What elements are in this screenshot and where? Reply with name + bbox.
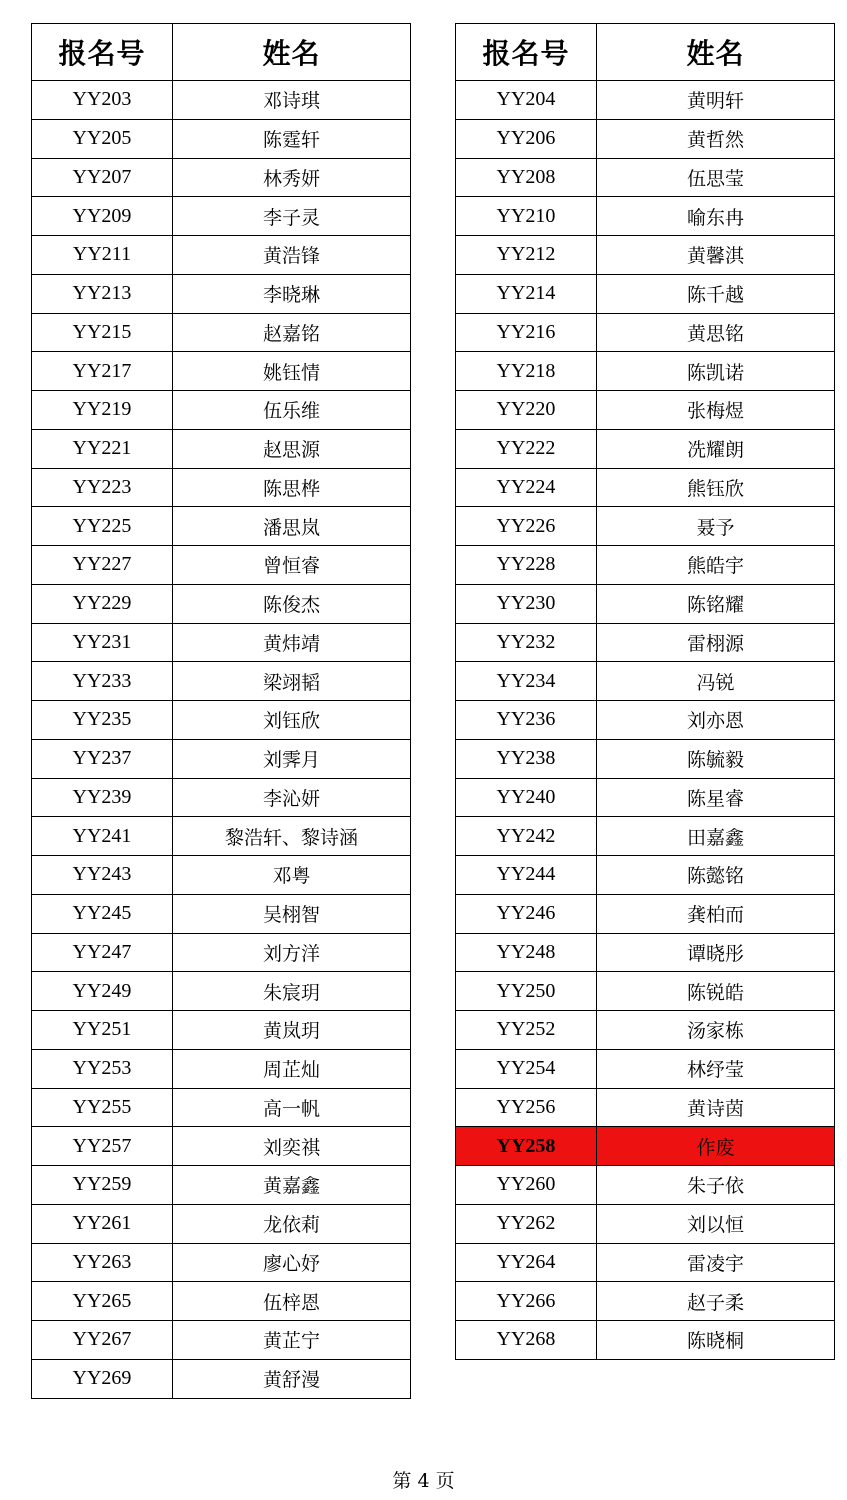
name-cell: 喻东冉	[597, 197, 835, 236]
page-number: 第 4 页	[392, 1470, 455, 1492]
table-row	[32, 1127, 411, 1166]
registration-number-cell: YY219	[32, 391, 173, 430]
registration-number-cell: YY248	[456, 933, 597, 972]
table-row	[456, 623, 835, 662]
table-row	[456, 1243, 835, 1282]
registration-number-cell: YY262	[456, 1204, 597, 1243]
name-cell: 梁翊韬	[173, 662, 411, 701]
table-row	[456, 119, 835, 158]
table-row	[456, 429, 835, 468]
name-cell: 邓粤	[173, 856, 411, 895]
table-row	[456, 1321, 835, 1360]
name-cell: 黄岚玥	[173, 1011, 411, 1050]
name-cell: 陈凯诺	[597, 352, 835, 391]
registration-number-cell: YY216	[456, 313, 597, 352]
table-row	[456, 546, 835, 585]
registration-number-cell: YY224	[456, 468, 597, 507]
table-row	[456, 158, 835, 197]
registration-number-cell: YY218	[456, 352, 597, 391]
table-row	[32, 1321, 411, 1360]
name-cell: 黄舒漫	[173, 1359, 411, 1398]
name-cell: 陈毓毅	[597, 739, 835, 778]
registration-number-cell: YY231	[32, 623, 173, 662]
name-cell: 赵子柔	[597, 1282, 835, 1321]
registration-number-cell: YY253	[32, 1049, 173, 1088]
registration-number-cell: YY243	[32, 856, 173, 895]
registration-number-cell: YY246	[456, 894, 597, 933]
name-cell: 陈千越	[597, 274, 835, 313]
name-cell: 熊皓宇	[597, 546, 835, 585]
table-row	[456, 778, 835, 817]
registration-number-cell: YY206	[456, 119, 597, 158]
registration-number-cell: YY223	[32, 468, 173, 507]
table-row	[32, 1011, 411, 1050]
registration-number-cell: YY257	[32, 1127, 173, 1166]
registration-number-cell: YY234	[456, 662, 597, 701]
table-row	[456, 584, 835, 623]
name-cell: 黄嘉鑫	[173, 1166, 411, 1205]
registration-number-cell: YY237	[32, 739, 173, 778]
registration-number-cell: YY252	[456, 1011, 597, 1050]
registration-number-cell: YY227	[32, 546, 173, 585]
registration-number-cell: YY220	[456, 391, 597, 430]
name-cell: 陈思桦	[173, 468, 411, 507]
name-cell: 汤家栋	[597, 1011, 835, 1050]
name-cell: 黄思铭	[597, 313, 835, 352]
table-row	[456, 236, 835, 275]
table-row	[32, 778, 411, 817]
table-row	[32, 197, 411, 236]
registration-number-cell: YY240	[456, 778, 597, 817]
registration-number-cell: YY261	[32, 1204, 173, 1243]
name-cell: 朱宸玥	[173, 972, 411, 1011]
registration-number-cell: YY232	[456, 623, 597, 662]
registration-number-cell: YY214	[456, 274, 597, 313]
table-row	[456, 933, 835, 972]
name-cell: 聂予	[597, 507, 835, 546]
table-row	[456, 894, 835, 933]
table-row	[32, 429, 411, 468]
table-row	[32, 1204, 411, 1243]
table-row	[32, 119, 411, 158]
table-row	[32, 313, 411, 352]
name-cell: 赵嘉铭	[173, 313, 411, 352]
name-cell: 廖心妤	[173, 1243, 411, 1282]
registration-number-cell: YY249	[32, 972, 173, 1011]
table-row	[456, 391, 835, 430]
registration-number-cell: YY247	[32, 933, 173, 972]
name-cell: 赵思源	[173, 429, 411, 468]
name-cell: 林纾莹	[597, 1049, 835, 1088]
table-row	[456, 313, 835, 352]
name-cell: 龚柏而	[597, 894, 835, 933]
registration-number-cell: YY203	[32, 81, 173, 120]
table-row	[456, 739, 835, 778]
table-row	[32, 1359, 411, 1398]
registration-number-cell: YY263	[32, 1243, 173, 1282]
name-cell: 谭晓彤	[597, 933, 835, 972]
name-cell: 黄炜靖	[173, 623, 411, 662]
name-cell: 李子灵	[173, 197, 411, 236]
registration-number-cell: YY254	[456, 1049, 597, 1088]
table-row	[32, 1049, 411, 1088]
registration-number-cell: YY267	[32, 1321, 173, 1360]
registration-number-cell: YY265	[32, 1282, 173, 1321]
table-row	[32, 584, 411, 623]
name-cell: 高一帆	[173, 1088, 411, 1127]
registration-number-cell: YY215	[32, 313, 173, 352]
table-row	[32, 274, 411, 313]
table-row	[32, 1166, 411, 1205]
registration-number-cell: YY229	[32, 584, 173, 623]
registration-number-cell: YY241	[32, 817, 173, 856]
name-cell: 陈俊杰	[173, 584, 411, 623]
name-cell: 伍乐维	[173, 391, 411, 430]
name-cell: 陈锐皓	[597, 972, 835, 1011]
table-row	[456, 197, 835, 236]
registration-number-cell: YY258	[456, 1127, 597, 1166]
registration-number-cell: YY260	[456, 1166, 597, 1205]
registration-number-cell: YY242	[456, 817, 597, 856]
header-row	[456, 24, 835, 81]
registration-number-cell: YY235	[32, 701, 173, 740]
name-cell: 姚钰情	[173, 352, 411, 391]
registration-number-cell: YY209	[32, 197, 173, 236]
table-row	[32, 1282, 411, 1321]
name-cell: 黄馨淇	[597, 236, 835, 275]
name-cell: 作废	[597, 1127, 835, 1166]
registration-number-cell: YY244	[456, 856, 597, 895]
registration-number-cell: YY245	[32, 894, 173, 933]
name-cell: 刘钰欣	[173, 701, 411, 740]
header-row	[32, 24, 411, 81]
table-row	[32, 894, 411, 933]
table-row	[32, 507, 411, 546]
name-cell: 邓诗琪	[173, 81, 411, 120]
name-cell: 雷栩源	[597, 623, 835, 662]
name-cell: 田嘉鑫	[597, 817, 835, 856]
registration-number-cell: YY239	[32, 778, 173, 817]
table-row	[456, 274, 835, 313]
registration-number-cell: YY250	[456, 972, 597, 1011]
table-row	[32, 623, 411, 662]
registration-number-cell: YY207	[32, 158, 173, 197]
registration-number-cell: YY269	[32, 1359, 173, 1398]
table-row	[456, 1166, 835, 1205]
name-cell: 伍思莹	[597, 158, 835, 197]
header-name: 姓名	[597, 24, 835, 81]
registration-number-cell: YY256	[456, 1088, 597, 1127]
name-cell: 黎浩轩、黎诗涵	[173, 817, 411, 856]
table-row	[32, 391, 411, 430]
header-registration-number: 报名号	[456, 24, 597, 81]
table-row	[32, 1243, 411, 1282]
table-row	[456, 701, 835, 740]
registration-number-cell: YY251	[32, 1011, 173, 1050]
name-cell: 刘奕祺	[173, 1127, 411, 1166]
registration-number-cell: YY221	[32, 429, 173, 468]
table-row	[456, 1088, 835, 1127]
table-row	[32, 158, 411, 197]
table-row	[456, 1049, 835, 1088]
name-cell: 林秀妍	[173, 158, 411, 197]
name-cell: 刘以恒	[597, 1204, 835, 1243]
registration-number-cell: YY210	[456, 197, 597, 236]
table-row	[456, 1282, 835, 1321]
registration-number-cell: YY204	[456, 81, 597, 120]
table-row	[32, 236, 411, 275]
name-cell: 刘霁月	[173, 739, 411, 778]
name-cell: 陈星睿	[597, 778, 835, 817]
registration-number-cell: YY266	[456, 1282, 597, 1321]
registration-number-cell: YY233	[32, 662, 173, 701]
table-row	[32, 352, 411, 391]
table-row	[456, 468, 835, 507]
registration-number-cell: YY213	[32, 274, 173, 313]
table-row	[32, 933, 411, 972]
registration-number-cell: YY264	[456, 1243, 597, 1282]
registration-number-cell: YY208	[456, 158, 597, 197]
table-row	[32, 701, 411, 740]
name-cell: 陈霆轩	[173, 119, 411, 158]
name-cell: 黄芷宁	[173, 1321, 411, 1360]
table-row	[32, 546, 411, 585]
registration-number-cell: YY228	[456, 546, 597, 585]
table-row	[32, 856, 411, 895]
name-cell: 黄明轩	[597, 81, 835, 120]
registration-table-left	[31, 23, 411, 1399]
registration-number-cell: YY212	[456, 236, 597, 275]
table-row	[456, 972, 835, 1011]
name-cell: 龙依莉	[173, 1204, 411, 1243]
name-cell: 朱子依	[597, 1166, 835, 1205]
table-row	[456, 662, 835, 701]
table-row	[456, 817, 835, 856]
name-cell: 熊钰欣	[597, 468, 835, 507]
table-row	[456, 81, 835, 120]
name-cell: 周芷灿	[173, 1049, 411, 1088]
registration-table-right	[455, 23, 835, 1360]
name-cell: 陈懿铭	[597, 856, 835, 895]
table-row-void	[456, 1127, 835, 1166]
registration-number-cell: YY268	[456, 1321, 597, 1360]
name-cell: 冯锐	[597, 662, 835, 701]
name-cell: 陈铭耀	[597, 584, 835, 623]
name-cell: 雷凌宇	[597, 1243, 835, 1282]
name-cell: 吴栩智	[173, 894, 411, 933]
registration-number-cell: YY255	[32, 1088, 173, 1127]
table-row	[32, 662, 411, 701]
name-cell: 刘亦恩	[597, 701, 835, 740]
registration-number-cell: YY226	[456, 507, 597, 546]
table-row	[456, 1204, 835, 1243]
registration-number-cell: YY205	[32, 119, 173, 158]
name-cell: 黄诗茵	[597, 1088, 835, 1127]
name-cell: 陈晓桐	[597, 1321, 835, 1360]
name-cell: 黄浩锋	[173, 236, 411, 275]
registration-number-cell: YY217	[32, 352, 173, 391]
name-cell: 伍梓恩	[173, 1282, 411, 1321]
table-row	[32, 739, 411, 778]
name-cell: 黄哲然	[597, 119, 835, 158]
registration-number-cell: YY222	[456, 429, 597, 468]
table-row	[32, 972, 411, 1011]
name-cell: 李晓琳	[173, 274, 411, 313]
registration-number-cell: YY230	[456, 584, 597, 623]
registration-number-cell: YY236	[456, 701, 597, 740]
table-row	[32, 817, 411, 856]
header-name: 姓名	[173, 24, 411, 81]
name-cell: 潘思岚	[173, 507, 411, 546]
name-cell: 刘方洋	[173, 933, 411, 972]
table-row	[32, 1088, 411, 1127]
registration-number-cell: YY225	[32, 507, 173, 546]
registration-number-cell: YY238	[456, 739, 597, 778]
table-row	[32, 468, 411, 507]
header-registration-number: 报名号	[32, 24, 173, 81]
table-row	[456, 1011, 835, 1050]
registration-number-cell: YY259	[32, 1166, 173, 1205]
name-cell: 冼耀朗	[597, 429, 835, 468]
name-cell: 曾恒睿	[173, 546, 411, 585]
name-cell: 李沁妍	[173, 778, 411, 817]
table-row	[456, 352, 835, 391]
table-row	[456, 856, 835, 895]
name-cell: 张梅煜	[597, 391, 835, 430]
table-row	[32, 81, 411, 120]
registration-number-cell: YY211	[32, 236, 173, 275]
table-row	[456, 507, 835, 546]
